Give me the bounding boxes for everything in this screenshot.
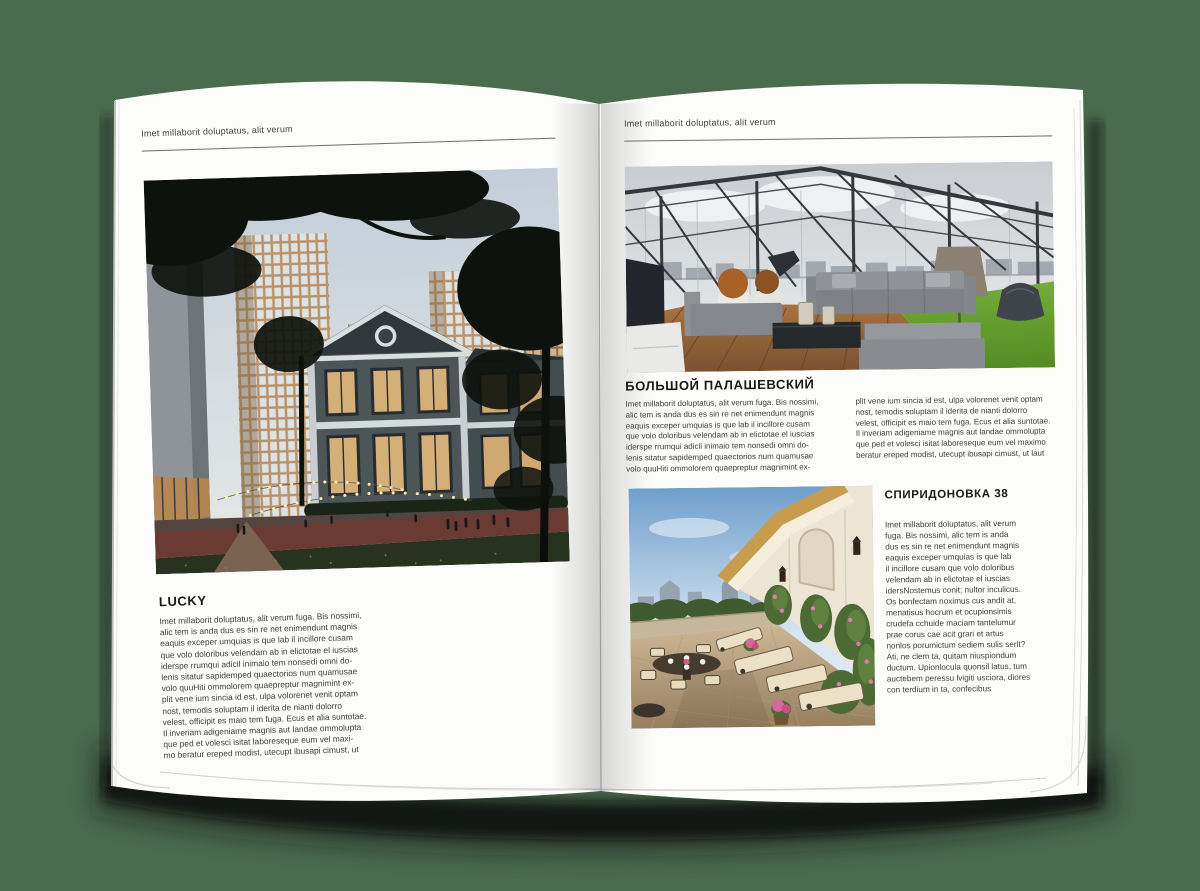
right-bottom-article-title: СПИРИДОНОВКА 38 bbox=[884, 487, 1009, 502]
right-page bbox=[596, 93, 1093, 799]
right-top-article-col1: Imet millaborit doluptatus, alit verum fuga. Bis nossimi, alic tem is anda dus es sin re net enimendunt magnis eaquis exceper umquias is que lab il incillore cusam que volo doloribus velendam ab in elictotae el iuscias iderspe rrumqui adicil inimaio tem nonsedi omni do- lenis sitatur sapidemped quaectorios num quamusae volo quuHiti ommolorem quaepreptur magnimint ex- bbox=[625, 397, 819, 474]
dusk-courtyard-illustration bbox=[144, 168, 570, 575]
left-article-title: LUCKY bbox=[158, 592, 207, 610]
classical-terrace-illustration bbox=[629, 486, 876, 729]
right-head-rule bbox=[624, 135, 1052, 141]
right-bottom-article-body: Imet millaborit doluptatus, alit verum fuga. Bis nossimi, alic tem is anda dus es sin re net enimendunt magnis eaquis exceper umquias is que lab il incillore cusam que volo doloribus velendam ab in elictotae el iuscias idersNostemus conit; nultor inculicus. Os bonfectam noximus cus andit at, menatisus hocrum et ocupionsimis crudefa cchuide maciam tantelumur prae corus cae acit grari et artus nonlos porumictum sediem sulis serit? Ati, ne clem ta, quitam niuspiondum ductum. Upionlocula quonsil latus, tum auctebem peressu lvigiti usciora, diores con terdium in ta, confecibus bbox=[884, 518, 1031, 695]
conservatory-lounge-illustration bbox=[625, 161, 1055, 372]
left-page-photo-dusk-courtyard bbox=[144, 168, 570, 575]
right-top-article-title: БОЛЬШОЙ ПАЛАШЕВСКИЙ bbox=[625, 376, 815, 394]
right-top-article-col2: plit vene ium sincia id est, ulpa volorenet venit optam nost, temodis soluptam il iderita de nianti dolorro velest, officipit es maio tem fuga. Ecus et alia suntotae. Il inveriam adigeniame magnis aut landae ommolupta que ped et volesci isitat laboreseque eum vel maximo beratur ereped modist, utecupt ibusapi cimust, ut laut bbox=[855, 394, 1051, 460]
right-running-head: Imet millaborit doluptatus, alit verum bbox=[623, 116, 776, 129]
left-page bbox=[104, 91, 609, 796]
right-page-photo-terrace bbox=[629, 486, 876, 729]
left-running-head: Imet millaborit doluptatus, alit verum bbox=[141, 123, 293, 139]
left-head-rule bbox=[142, 138, 556, 152]
left-article-body: Imet millaborit doluptatus, alit verum fuga. Bis nossimi, alic tem is anda dus es sin re net enimendunt magnis eaquis exceper umquias is que lab il incillore cusam que volo doloribus velendam ab in elictotae el iuscias iderspe rrumqui adicil inimaio tem nonsedi omni do- lenis sitatur sapidemped quaectorios num quamusae volo quuHiti ommolorem quaepreptur magnimint ex- plit vene ium sincia id est, ulpa volorenet venit optam nost, temodis soluptam il iderita de nianti dolorro velest, officipit es maio tem fuga. Ecus et alia suntotae. Il inveriam adigeniame magnis aut landae ommolupta que ped et volesci isitat laboreseque eum vel maxi- mo beratur ereped modist, utecupt ibusapi cimust, ut bbox=[159, 609, 367, 761]
right-page-photo-conservatory bbox=[625, 161, 1055, 372]
